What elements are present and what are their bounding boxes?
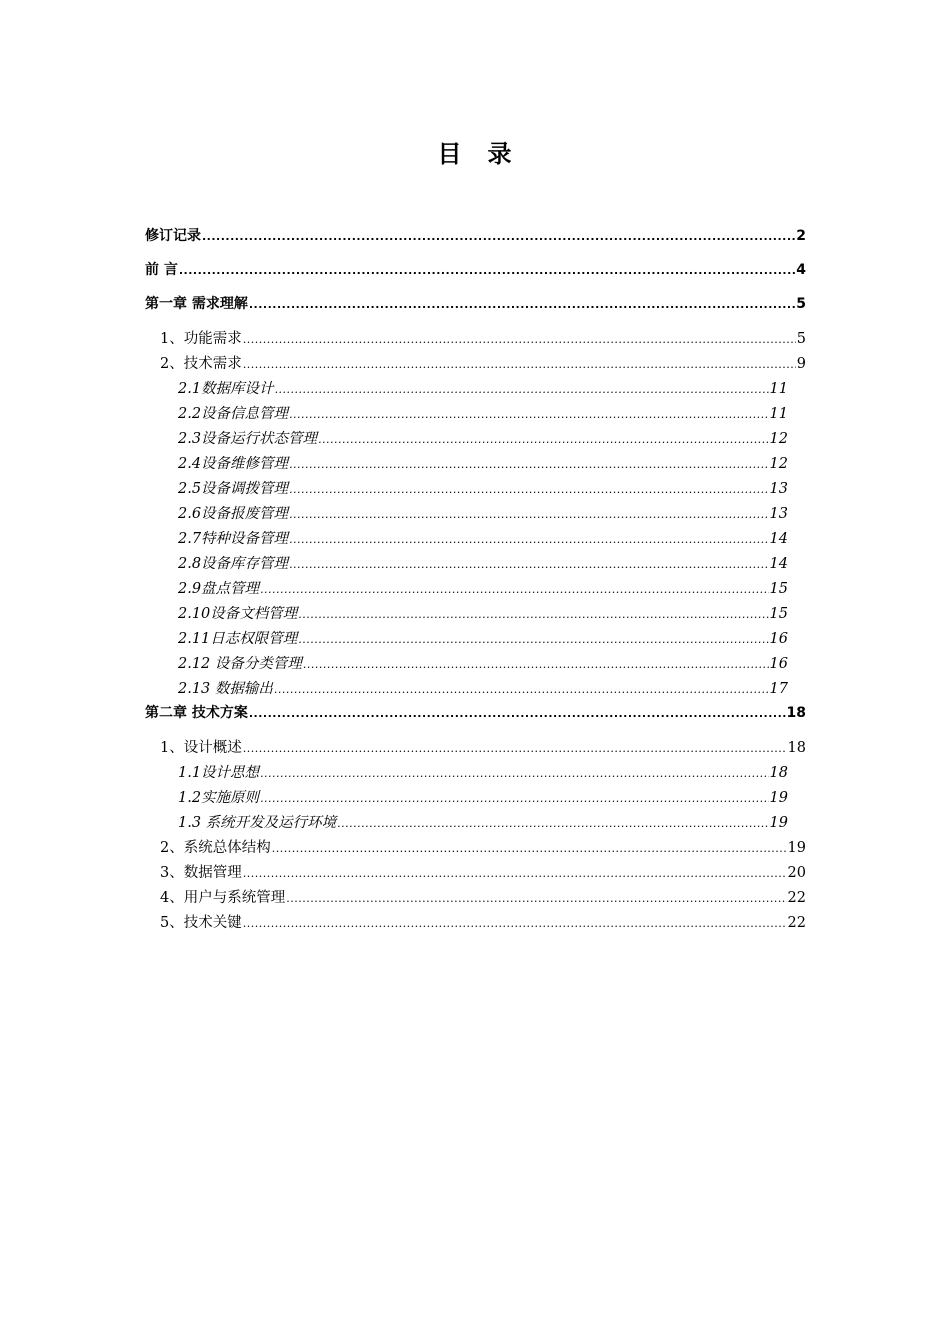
toc-dot-leader bbox=[243, 327, 796, 352]
toc-dot-leader bbox=[249, 703, 786, 725]
toc-entry-page-number: 11 bbox=[769, 381, 788, 397]
toc-entry-page-number: 5 bbox=[796, 296, 806, 312]
toc-entry[interactable] bbox=[145, 427, 806, 452]
toc-entry-page-number: 12 bbox=[769, 431, 788, 447]
toc-dot-leader bbox=[298, 627, 768, 652]
toc-entry-label: 3、数据管理 bbox=[160, 865, 242, 881]
toc-entry-label: 第一章 需求理解 bbox=[145, 296, 248, 312]
toc-entry-label: 修订记录 bbox=[145, 228, 201, 244]
toc-dot-leader bbox=[286, 886, 786, 911]
toc-dot-leader bbox=[243, 911, 787, 936]
toc-entry-page-number: 18 bbox=[769, 765, 788, 781]
toc-entry[interactable] bbox=[145, 761, 806, 786]
toc-entry[interactable] bbox=[145, 377, 806, 402]
toc-entry[interactable] bbox=[145, 786, 806, 811]
toc-entry[interactable] bbox=[145, 552, 806, 577]
toc-entry-page-number: 13 bbox=[769, 506, 788, 522]
toc-entry-page-number: 16 bbox=[769, 631, 788, 647]
toc-entry-page-number: 20 bbox=[787, 865, 806, 881]
toc-entry-label: 2.6设备报废管理 bbox=[178, 506, 289, 522]
toc-entry[interactable] bbox=[145, 352, 806, 377]
toc-entry[interactable] bbox=[145, 502, 806, 527]
toc-entry-page-number: 2 bbox=[796, 228, 806, 244]
toc-entry[interactable] bbox=[145, 677, 806, 702]
toc-entry-label: 2.7特种设备管理 bbox=[178, 531, 289, 547]
toc-entry-label: 前 言 bbox=[145, 262, 178, 278]
toc-entry-label: 2.13 数据输出 bbox=[178, 681, 273, 697]
toc-entry[interactable] bbox=[145, 886, 806, 911]
toc-dot-leader bbox=[289, 527, 768, 552]
toc-dot-leader bbox=[260, 786, 768, 811]
toc-dot-leader bbox=[289, 552, 768, 577]
toc-entry-page-number: 22 bbox=[787, 890, 806, 906]
toc-entry-label: 2、技术需求 bbox=[160, 356, 242, 372]
toc-entry[interactable] bbox=[145, 652, 806, 677]
toc-entry-page-number: 11 bbox=[769, 406, 788, 422]
toc-entry-page-number: 22 bbox=[787, 915, 806, 931]
toc-entry-label: 5、技术关键 bbox=[160, 915, 242, 931]
toc-entry-label: 2.2设备信息管理 bbox=[178, 406, 289, 422]
toc-entry[interactable] bbox=[145, 259, 806, 293]
toc-entry-label: 1.2实施原则 bbox=[178, 790, 260, 806]
toc-entry-page-number: 14 bbox=[769, 531, 788, 547]
toc-dot-leader bbox=[243, 736, 787, 761]
toc-dot-leader bbox=[260, 577, 768, 602]
toc-entry-page-number: 15 bbox=[769, 606, 788, 622]
toc-entry-label: 2.11日志权限管理 bbox=[178, 631, 298, 647]
toc-entry[interactable] bbox=[145, 811, 806, 836]
toc-dot-leader bbox=[274, 677, 769, 702]
toc-entry[interactable] bbox=[145, 225, 806, 259]
toc-entry[interactable] bbox=[145, 702, 806, 736]
toc-dot-leader bbox=[303, 652, 769, 677]
table-of-contents bbox=[145, 225, 806, 936]
toc-entry-page-number: 17 bbox=[769, 681, 788, 697]
toc-entry[interactable] bbox=[145, 293, 806, 327]
toc-entry[interactable] bbox=[145, 452, 806, 477]
toc-dot-leader bbox=[243, 352, 796, 377]
toc-dot-leader bbox=[260, 761, 768, 786]
toc-entry-page-number: 18 bbox=[786, 705, 806, 721]
toc-entry[interactable] bbox=[145, 602, 806, 627]
toc-entry-label: 2.12 设备分类管理 bbox=[178, 656, 302, 672]
page-title: 目 录 bbox=[437, 140, 513, 168]
toc-dot-leader bbox=[289, 502, 768, 527]
toc-dot-leader bbox=[318, 427, 768, 452]
toc-entry-label: 1、设计概述 bbox=[160, 740, 242, 756]
toc-entry-page-number: 19 bbox=[787, 840, 806, 856]
toc-entry-page-number: 14 bbox=[769, 556, 788, 572]
toc-entry-page-number: 16 bbox=[769, 656, 788, 672]
toc-dot-leader bbox=[298, 602, 768, 627]
toc-entry-label: 1.1设计思想 bbox=[178, 765, 260, 781]
toc-entry[interactable] bbox=[145, 527, 806, 552]
toc-entry-label: 2.5设备调拨管理 bbox=[178, 481, 289, 497]
toc-entry[interactable] bbox=[145, 736, 806, 761]
toc-dot-leader bbox=[202, 226, 795, 248]
toc-entry-page-number: 13 bbox=[769, 481, 788, 497]
toc-entry-page-number: 18 bbox=[787, 740, 806, 756]
toc-dot-leader bbox=[249, 294, 795, 316]
toc-entry-page-number: 4 bbox=[796, 262, 806, 278]
toc-entry-label: 2.9盘点管理 bbox=[178, 581, 260, 597]
toc-entry-label: 2.4设备维修管理 bbox=[178, 456, 289, 472]
toc-entry[interactable] bbox=[145, 911, 806, 936]
toc-entry-label: 2.8设备库存管理 bbox=[178, 556, 289, 572]
toc-entry[interactable] bbox=[145, 861, 806, 886]
toc-entry-label: 第二章 技术方案 bbox=[145, 705, 248, 721]
toc-entry-label: 2.1数据库设计 bbox=[178, 381, 274, 397]
toc-entry[interactable] bbox=[145, 577, 806, 602]
toc-dot-leader bbox=[289, 402, 768, 427]
toc-entry[interactable] bbox=[145, 402, 806, 427]
toc-entry-label: 1.3 系统开发及运行环境 bbox=[178, 815, 337, 831]
toc-entry-label: 2.10设备文档管理 bbox=[178, 606, 298, 622]
toc-entry-page-number: 12 bbox=[769, 456, 788, 472]
toc-entry[interactable] bbox=[145, 327, 806, 352]
toc-entry-page-number: 19 bbox=[769, 815, 788, 831]
toc-entry-label: 2.3设备运行状态管理 bbox=[178, 431, 318, 447]
toc-dot-leader bbox=[289, 452, 768, 477]
toc-entry-label: 2、系统总体结构 bbox=[160, 840, 271, 856]
toc-entry-label: 1、功能需求 bbox=[160, 331, 242, 347]
toc-entry[interactable] bbox=[145, 477, 806, 502]
toc-dot-leader bbox=[243, 861, 787, 886]
toc-entry-label: 4、用户与系统管理 bbox=[160, 890, 286, 906]
toc-entry-page-number: 15 bbox=[769, 581, 788, 597]
toc-dot-leader bbox=[337, 811, 768, 836]
toc-entry[interactable] bbox=[145, 836, 806, 861]
toc-dot-leader bbox=[272, 836, 787, 861]
toc-entry[interactable] bbox=[145, 627, 806, 652]
toc-dot-leader bbox=[289, 477, 768, 502]
toc-entry-page-number: 5 bbox=[796, 331, 806, 347]
toc-entry-page-number: 19 bbox=[769, 790, 788, 806]
toc-dot-leader bbox=[275, 377, 769, 402]
toc-dot-leader bbox=[179, 260, 795, 282]
toc-entry-page-number: 9 bbox=[796, 356, 806, 372]
